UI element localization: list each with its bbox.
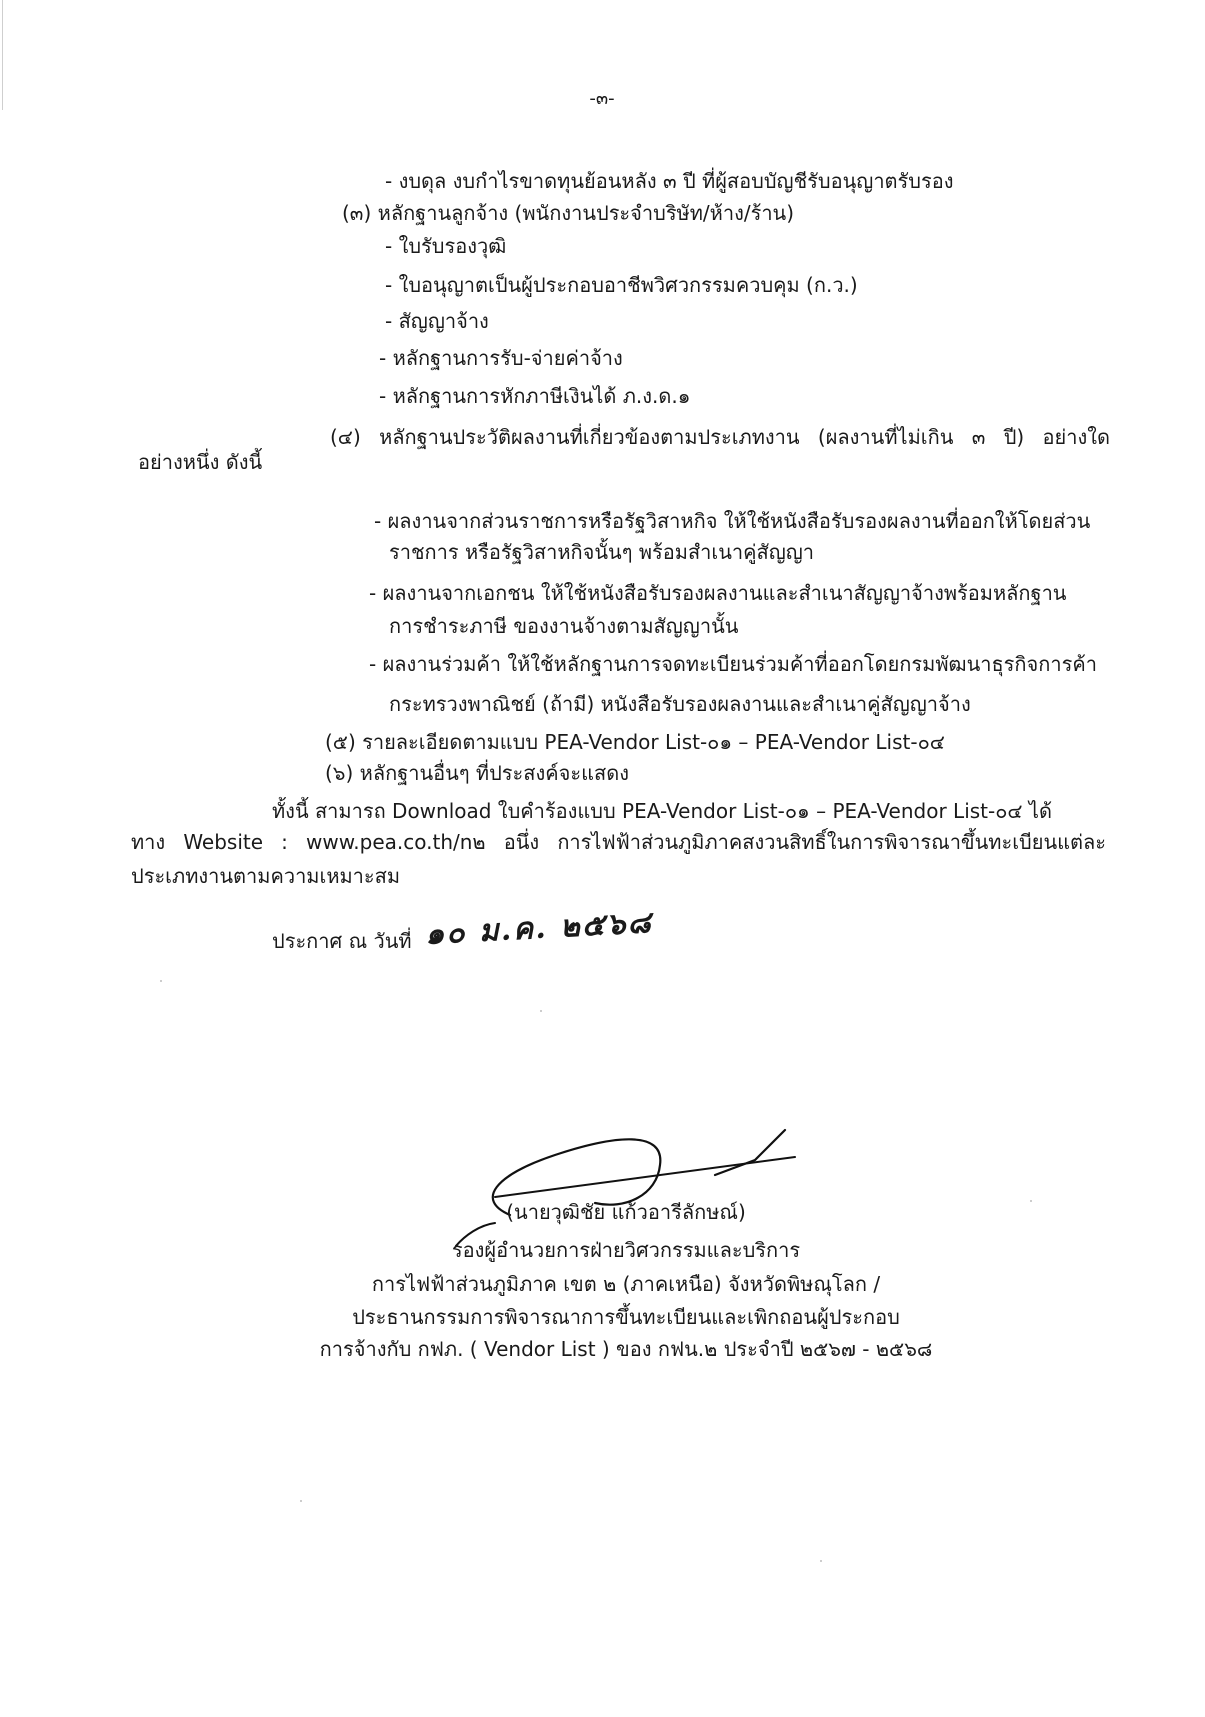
handwritten-date: ๑๐ ม.ค. ๒๕๖๘: [424, 905, 654, 952]
word: Website: [183, 830, 264, 854]
date-label: ประกาศ ณ วันที่: [272, 929, 412, 953]
word: อย่างใด: [1042, 425, 1110, 449]
scan-speck: [1030, 1200, 1032, 1202]
word: ทาง: [131, 830, 166, 854]
list-item: (๓) หลักฐานลูกจ้าง (พนักงานประจำบริษัท/ห้าง/ร้าน): [342, 201, 795, 225]
text-line: ทั้งนี้ สามารถ Download ใบคำร้องแบบ PEA-Vendor List-๐๑ – PEA-Vendor List-๐๔ ได้: [272, 799, 1052, 823]
word: www.pea.co.th/n๒: [306, 830, 486, 854]
list-item: (๕) รายละเอียดตามแบบ PEA-Vendor List-๐๑ – PEA-Vendor List-๐๔: [325, 730, 945, 754]
text-line: อย่างหนึ่ง ดังนี้: [138, 450, 263, 474]
signatory-title: การจ้างกับ กฟภ. ( Vendor List ) ของ กฟน.๒ ประจำปี ๒๕๖๗ - ๒๕๖๘: [319, 1337, 933, 1361]
text-line: [131, 829, 1106, 855]
text-line: กระทรวงพาณิชย์ (ถ้ามี) หนังสือรับรองผลงานและสำเนาคู่สัญญาจ้าง: [389, 692, 971, 716]
signatory-title: ประธานกรรมการพิจารณาการขึ้นทะเบียนและเพิกถอนผู้ประกอบ: [352, 1305, 900, 1329]
word: หลักฐานประวัติผลงานที่เกี่ยวข้องตามประเภทงาน: [379, 425, 800, 449]
word: การไฟฟ้าส่วนภูมิภาคสงวนสิทธิ์ในการพิจารณาขึ้นทะเบียนแต่ละ: [557, 830, 1106, 854]
list-item: - สัญญาจ้าง: [385, 309, 489, 333]
scan-speck: [160, 980, 162, 982]
list-item: (๖) หลักฐานอื่นๆ ที่ประสงค์จะแสดง: [325, 761, 629, 785]
signatory-title: รองผู้อำนวยการฝ่ายวิศวกรรมและบริการ: [451, 1238, 801, 1262]
word: ปี): [1003, 425, 1025, 449]
text-line: ประเภทงานตามความเหมาะสม: [131, 864, 401, 888]
word: อนึ่ง: [503, 830, 540, 854]
list-item: [330, 424, 1110, 450]
list-item: - หลักฐานการหักภาษีเงินได้ ภ.ง.ด.๑: [379, 384, 691, 408]
list-item: - ใบอนุญาตเป็นผู้ประกอบอาชีพวิศวกรรมควบคุม (ก.ว.): [385, 273, 858, 297]
scan-edge: [2, 0, 3, 110]
word: :: [281, 830, 288, 854]
word: (ผลงานที่ไม่เกิน: [817, 425, 954, 449]
list-item: - ผลงานจากส่วนราชการหรือรัฐวิสาหกิจ ให้ใช้หนังสือรับรองผลงานที่ออกให้โดยส่วน: [374, 509, 1091, 533]
list-item: - ผลงานร่วมค้า ให้ใช้หลักฐานการจดทะเบียนร่วมค้าที่ออกโดยกรมพัฒนาธุรกิจการค้า: [369, 652, 1097, 676]
list-item: - ใบรับรองวุฒิ: [385, 234, 507, 258]
text-line: การชำระภาษี ของงานจ้างตามสัญญานั้น: [389, 614, 739, 638]
list-item: - หลักฐานการรับ-จ่ายค่าจ้าง: [379, 346, 623, 370]
list-item: - ผลงานจากเอกชน ให้ใช้หนังสือรับรองผลงานและสำเนาสัญญาจ้างพร้อมหลักฐาน: [369, 581, 1067, 605]
signatory-name: (นายวุฒิชัย แก้วอารีลักษณ์): [506, 1200, 746, 1224]
page-number: -๓-: [589, 88, 615, 109]
list-item: - งบดุล งบกำไรขาดทุนย้อนหลัง ๓ ปี ที่ผู้สอบบัญชีรับอนุญาตรับรอง: [385, 169, 954, 193]
word: (๔): [330, 425, 361, 449]
signatory-title: การไฟฟ้าส่วนภูมิภาค เขต ๒ (ภาคเหนือ) จังหวัดพิษณุโลก /: [371, 1272, 881, 1296]
word: ๓: [971, 425, 986, 449]
text-line: ราชการ หรือรัฐวิสาหกิจนั้นๆ พร้อมสำเนาคู่สัญญา: [389, 540, 815, 564]
scan-speck: [300, 1500, 302, 1502]
scan-speck: [820, 1560, 822, 1562]
scan-speck: [540, 1010, 542, 1012]
